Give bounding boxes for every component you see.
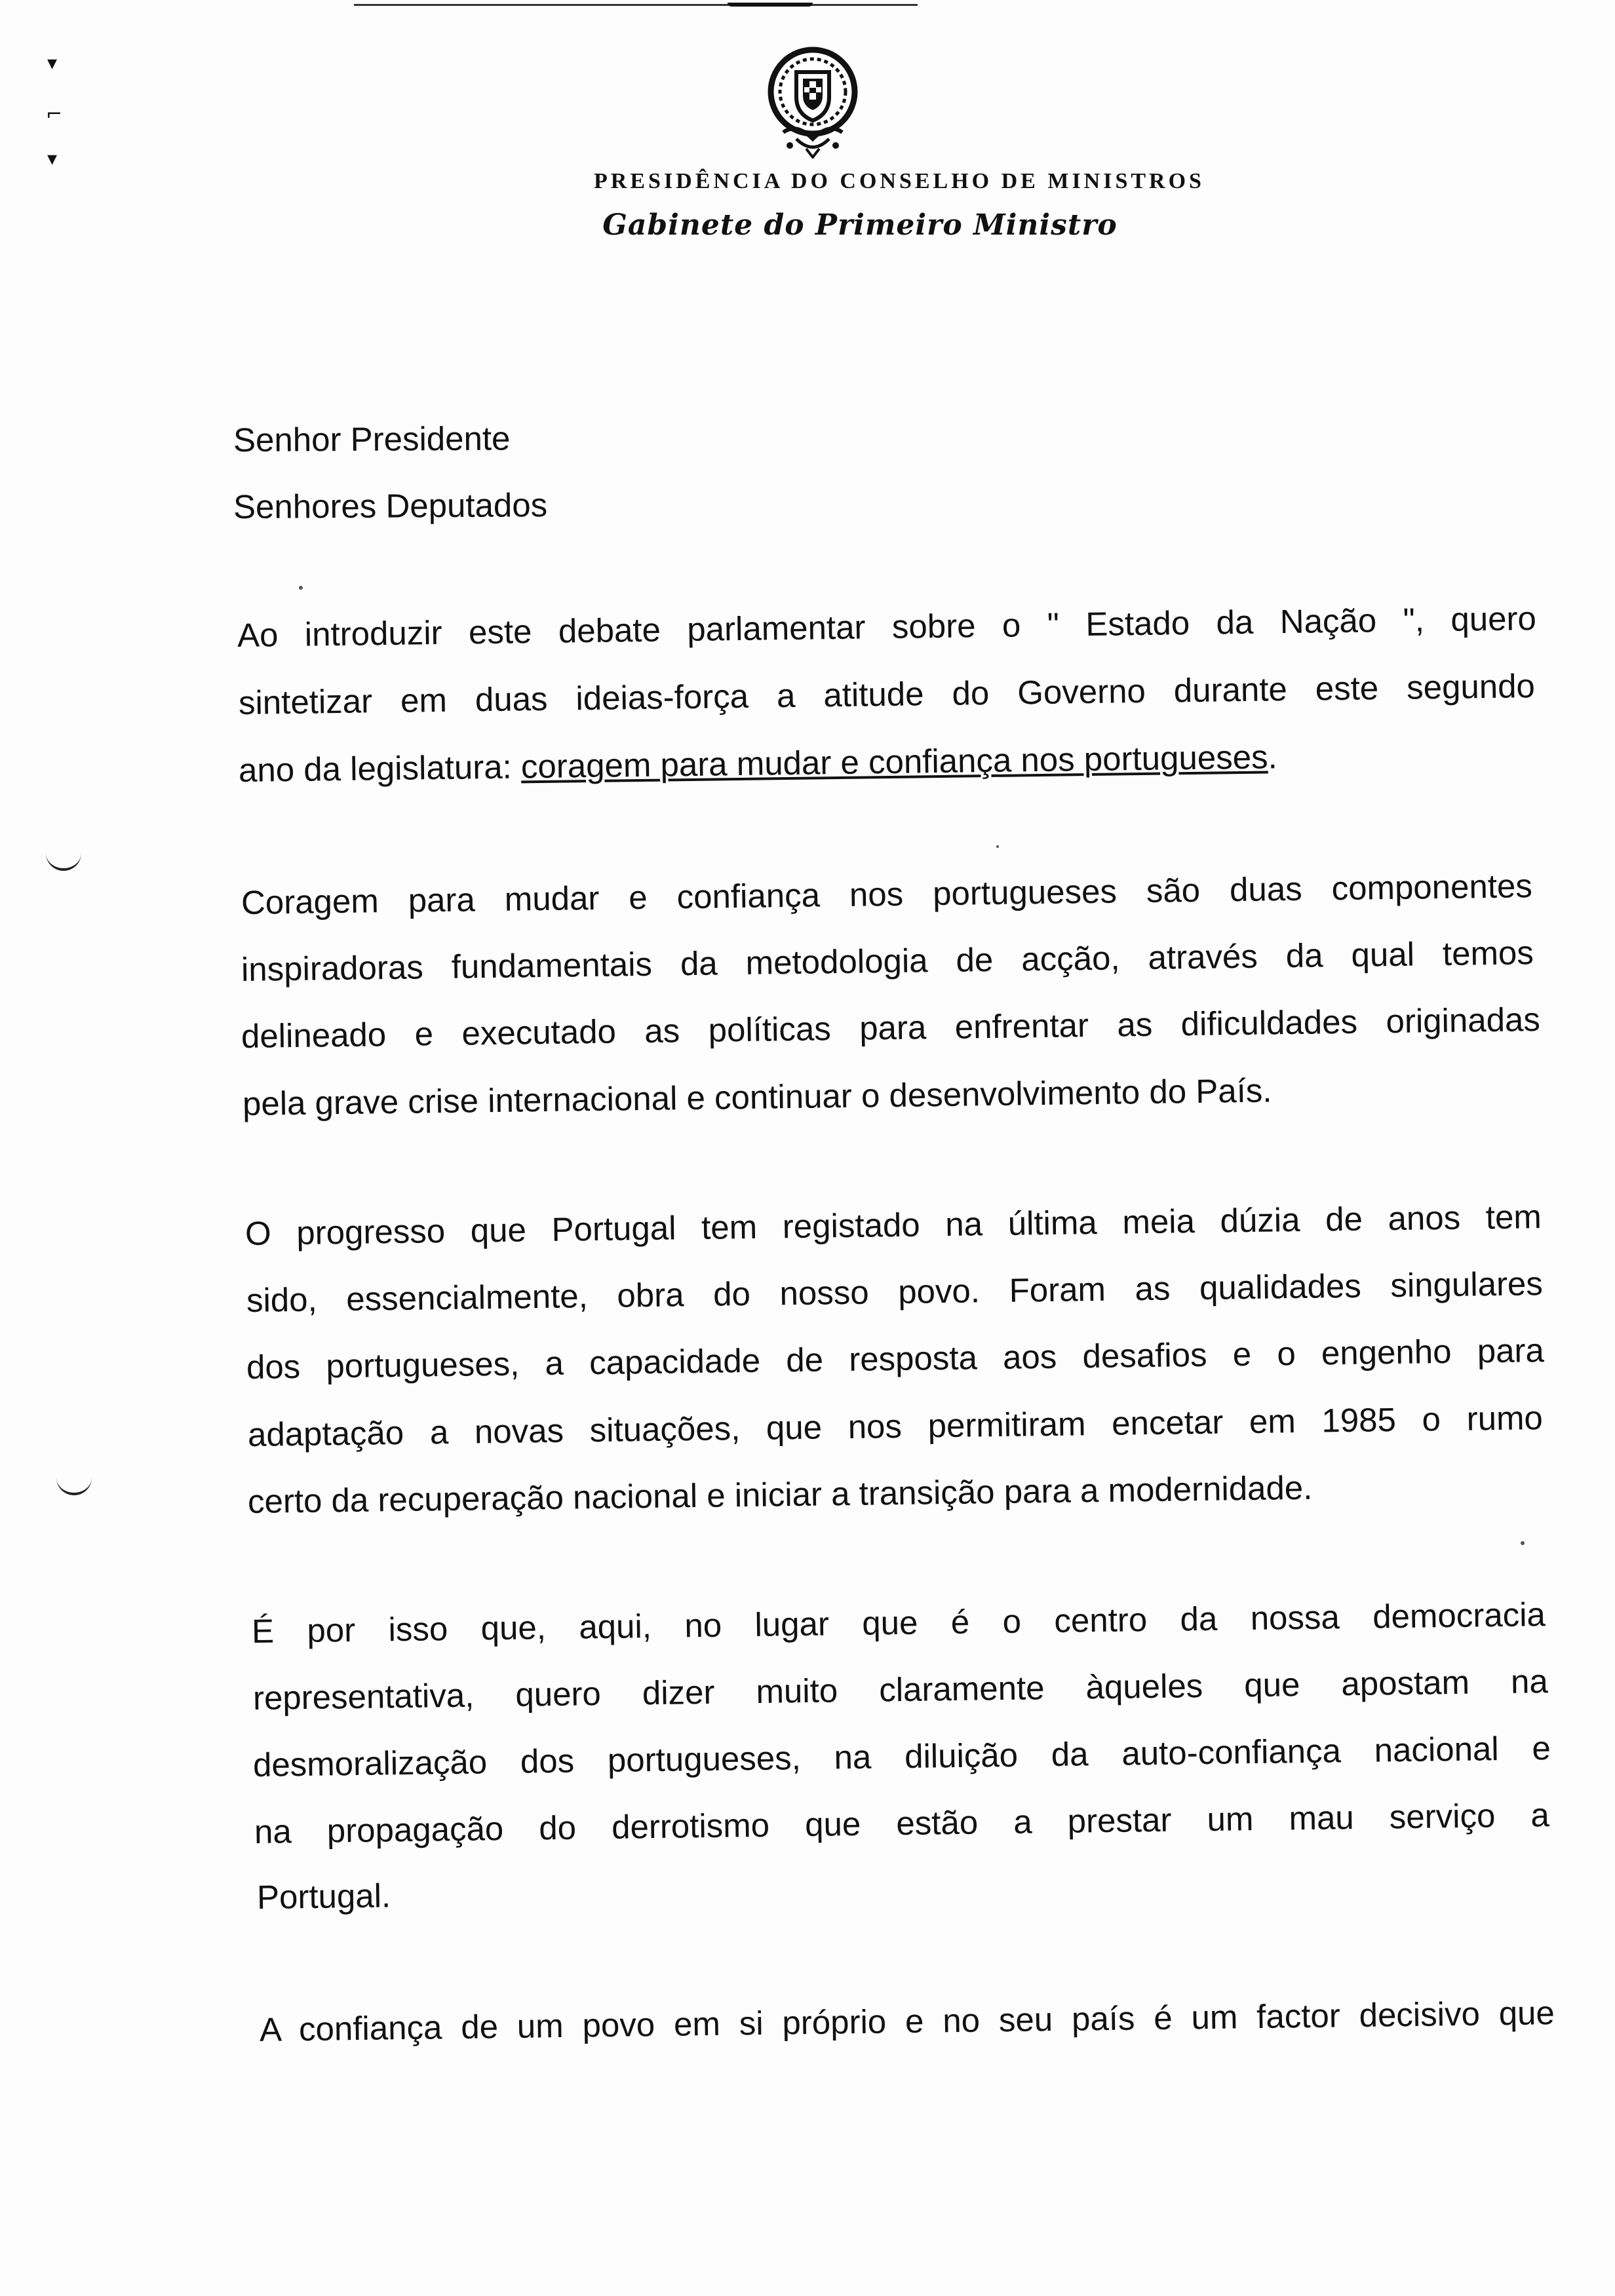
paragraph-text: . bbox=[1268, 738, 1278, 776]
letterhead-subtitle: Gabinete do Primeiro Ministro bbox=[602, 208, 1118, 242]
paragraph-line: adaptação a novas situações, que nos permitiram encetar em 1985 o rumo bbox=[247, 1399, 1544, 1453]
paragraph-line: sido, essencialmente, obra do nosso povo. Foram as qualidades singulares bbox=[246, 1265, 1544, 1319]
scan-speck bbox=[1521, 1541, 1525, 1545]
paragraph-line: Portugal. bbox=[256, 1877, 391, 1916]
punch-hole-mark bbox=[56, 1473, 92, 1495]
paragraph-line: sintetizar em duas ideias-força a atitude do Governo durante este segundo bbox=[238, 667, 1536, 721]
scan-speck bbox=[299, 586, 303, 590]
underlined-phrase: coragem para mudar e confiança nos portugueses bbox=[520, 738, 1268, 786]
scan-speck bbox=[996, 845, 999, 848]
margin-mark: ▾ bbox=[47, 147, 58, 170]
margin-mark: ⌐ bbox=[46, 103, 63, 126]
paragraph-text: ano da legislatura: bbox=[238, 748, 522, 789]
paragraph-line: representativa, quero dizer muito claramente àqueles que apostam na bbox=[252, 1662, 1549, 1717]
paragraph-line: pela grave crise internacional e continuar o desenvolvimento do País. bbox=[242, 1071, 1272, 1122]
top-scan-mark bbox=[728, 3, 813, 7]
paragraph-line: É por isso que, aqui, no lugar que é o centro da nossa democracia bbox=[251, 1596, 1546, 1650]
paragraph-line: delineado e executado as políticas para enfrentar as dificuldades originadas bbox=[241, 1001, 1541, 1055]
salutation-line: Senhor Presidente bbox=[233, 419, 511, 459]
punch-hole-mark bbox=[46, 849, 81, 871]
paragraph-line: O progresso que Portugal tem registado na última meia dúzia de anos tem bbox=[244, 1198, 1542, 1252]
paragraph-line: Ao introduzir este debate parlamentar sobre o " Estado da Nação ", quero bbox=[237, 600, 1537, 654]
portuguese-coat-of-arms-icon bbox=[757, 41, 868, 159]
paragraph-line: desmoralização dos portugueses, na diluição da auto-confiança nacional e bbox=[252, 1729, 1551, 1784]
paragraph-line: certo da recuperação nacional e iniciar a transição para a modernidade. bbox=[247, 1468, 1313, 1520]
paragraph-line: dos portugueses, a capacidade de resposta aos desafios e o engenho para bbox=[246, 1331, 1545, 1386]
letterhead-title: PRESIDÊNCIA DO CONSELHO DE MINISTROS bbox=[594, 169, 1205, 193]
paragraph-line bbox=[239, 737, 1277, 790]
paragraph-line: inspiradoras fundamentais da metodologia de acção, através da qual temos bbox=[241, 934, 1534, 988]
salutation-line: Senhores Deputados bbox=[233, 486, 548, 526]
paragraph-line: Coragem para mudar e confiança nos portugueses são duas componentes bbox=[241, 867, 1533, 921]
top-scan-rule bbox=[354, 4, 918, 6]
paragraph-line: A confiança de um povo em si próprio e no seu país é um factor decisivo que bbox=[259, 1994, 1555, 2048]
paragraph-line: na propagação do derrotismo que estão a prestar um mau serviço a bbox=[254, 1796, 1550, 1850]
margin-mark: ▾ bbox=[47, 52, 58, 75]
